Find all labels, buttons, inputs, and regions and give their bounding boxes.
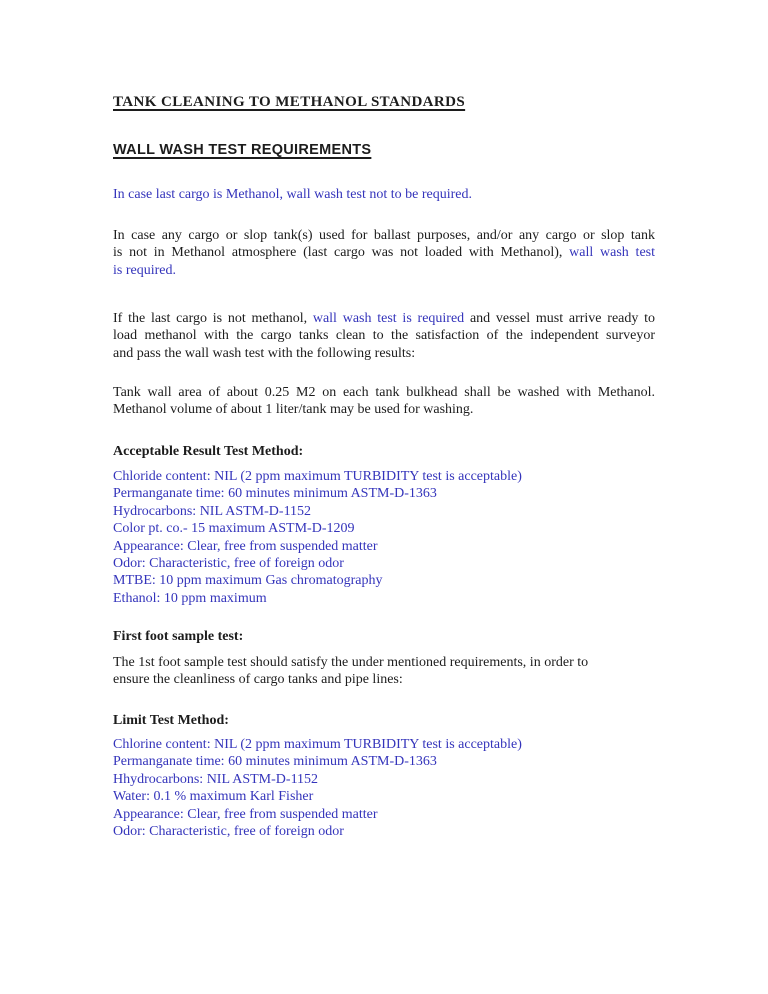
paragraph-ballast-line3-blue: is required. bbox=[113, 262, 176, 278]
list-acceptable-results bbox=[113, 468, 655, 607]
subtitle-wall-wash-requirements: WALL WASH TEST REQUIREMENTS bbox=[113, 142, 372, 158]
paragraph-ballast-line2-black: is not in Methanol atmosphere (last cargo was not loaded with Methanol), bbox=[113, 245, 570, 261]
heading-limit-test-method: Limit Test Method: bbox=[113, 713, 229, 728]
paragraph-tank-wall-line1: Tank wall area of about 0.25 M2 on each tank bulkhead shall be washed with Methanol. bbox=[113, 385, 655, 400]
paragraph-non-methanol-line3: and pass the wall wash test with the following results: bbox=[113, 345, 416, 361]
paragraph-non-methanol-line1-blue: wall wash test is required bbox=[312, 311, 465, 326]
list-item-chlorine: Chlorine content: NIL (2 ppm maximum TURBIDITY test is acceptable) bbox=[113, 737, 522, 752]
heading-acceptable-result-test-method: Acceptable Result Test Method: bbox=[113, 444, 304, 459]
paragraph-ballast-line2-blue: wall wash test bbox=[569, 245, 655, 261]
list-item-hhydrocarbons: Hhydrocarbons: NIL ASTM-D-1152 bbox=[113, 771, 319, 787]
paragraph-ballast-case bbox=[113, 227, 655, 279]
paragraph-tank-wall-wash bbox=[113, 384, 655, 419]
list-item-permanganate2: Permanganate time: 60 minutes minimum ASTM-D-1363 bbox=[113, 754, 437, 770]
list-item-chloride: Chloride content: NIL (2 ppm maximum TURBIDITY test is acceptable) bbox=[113, 469, 522, 484]
list-item-mtbe: MTBE: 10 ppm maximum Gas chromatography bbox=[113, 573, 383, 589]
note-methanol-last-cargo-text: In case last cargo is Methanol, wall wash test not to be required. bbox=[113, 187, 472, 202]
paragraph-tank-wall-line2: Methanol volume of about 1 liter/tank may be used for washing. bbox=[113, 402, 474, 418]
list-limit-test bbox=[113, 736, 655, 840]
list-item-appearance2: Appearance: Clear, free from suspended matter bbox=[113, 806, 378, 822]
list-item-water: Water: 0.1 % maximum Karl Fisher bbox=[113, 789, 314, 805]
paragraph-first-foot bbox=[113, 654, 655, 689]
paragraph-non-methanol-line1-black1: If the last cargo is not methanol, bbox=[113, 311, 313, 326]
paragraph-non-methanol-case bbox=[113, 310, 655, 362]
paragraph-non-methanol-line1-black2: and vessel must arrive ready to bbox=[464, 311, 656, 326]
paragraph-first-foot-line1: The 1st foot sample test should satisfy the under mentioned requirements, in order to bbox=[113, 655, 589, 670]
paragraph-non-methanol-line2: load methanol with the cargo tanks clean to the satisfaction of the independent surveyor bbox=[113, 328, 655, 344]
paragraph-first-foot-line2: ensure the cleanliness of cargo tanks and pipe lines: bbox=[113, 672, 403, 688]
document-title: TANK CLEANING TO METHANOL STANDARDS bbox=[113, 94, 466, 110]
list-item-appearance: Appearance: Clear, free from suspended matter bbox=[113, 538, 378, 554]
list-item-permanganate: Permanganate time: 60 minutes minimum ASTM-D-1363 bbox=[113, 486, 437, 502]
heading-first-foot-sample-test: First foot sample test: bbox=[113, 629, 244, 644]
list-item-odor: Odor: Characteristic, free of foreign odor bbox=[113, 556, 344, 572]
list-item-hydrocarbons: Hydrocarbons: NIL ASTM-D-1152 bbox=[113, 503, 312, 519]
list-item-color: Color pt. co.- 15 maximum ASTM-D-1209 bbox=[113, 521, 355, 537]
note-methanol-last-cargo bbox=[113, 186, 655, 203]
paragraph-ballast-line1: In case any cargo or slop tank(s) used for ballast purposes, and/or any cargo or slop tank bbox=[113, 228, 655, 243]
list-item-ethanol: Ethanol: 10 ppm maximum bbox=[113, 590, 267, 606]
list-item-odor2: Odor: Characteristic, free of foreign odor bbox=[113, 824, 344, 840]
